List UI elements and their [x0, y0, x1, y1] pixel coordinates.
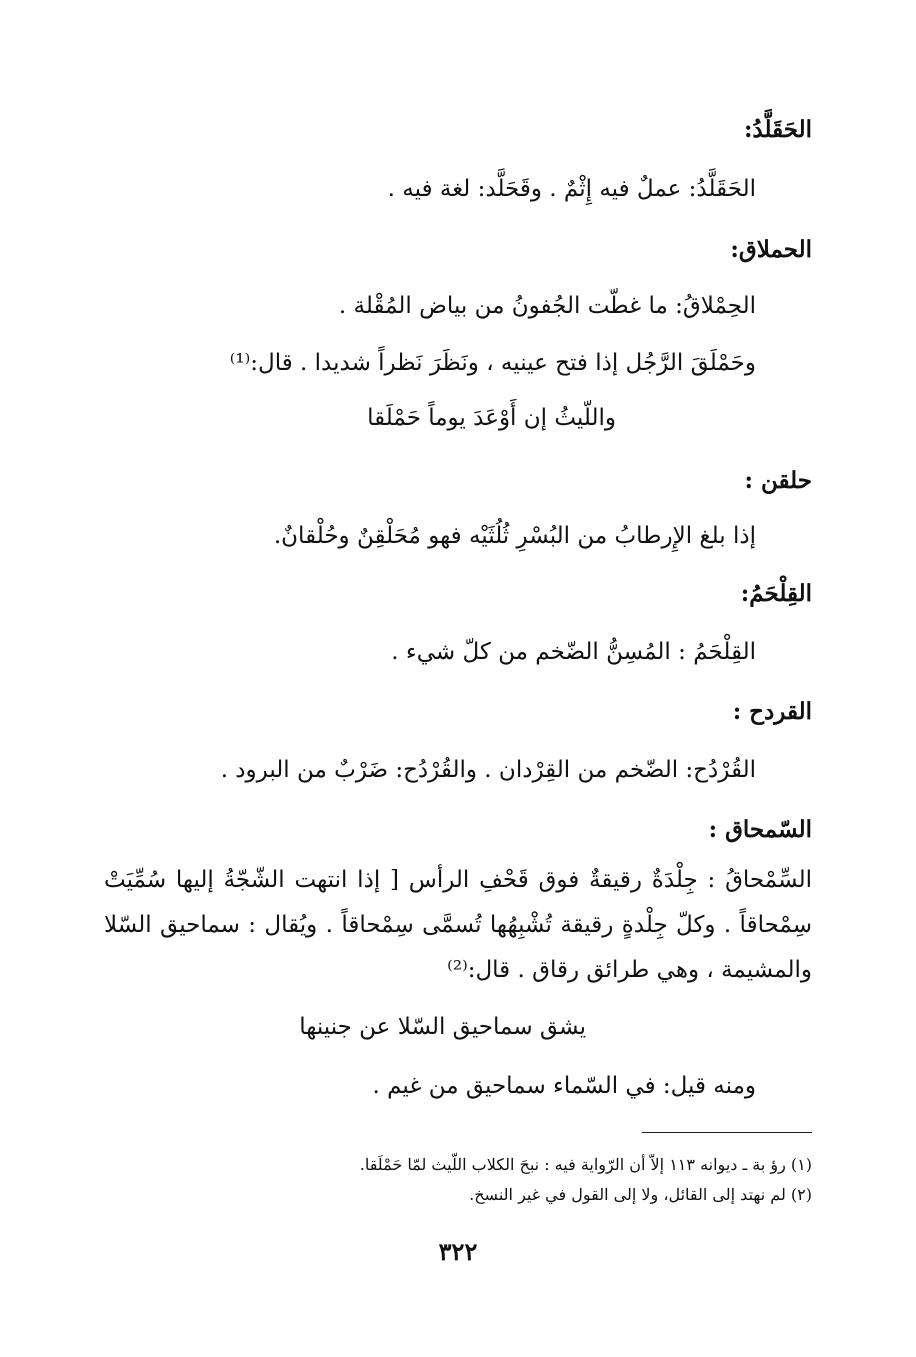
- entry-paragraph: السِّمْحاقُ : جِلْدَةٌ رقيقةٌ فوق قَحْفِ الرأس [ إذا انتهت الشّجّةُ إليها سُمِّيَتْ سِمْحاقاً . وكلّ جِلْدةٍ رقيقة تُشْبِهُها تُسمَّى سِمْحاقاً . ويُقال : سماحيق السّلا والمشيمة ، وهي طرائق رقاق . قال:⁽²⁾: [104, 867, 812, 983]
- poetry-verse: يشق سماحيق السّلا عن جنينها: [299, 1014, 586, 1040]
- entry-definition: الحِمْلاقُ: ما غطّت الجُفونُ من بياض المُقْلة .: [338, 293, 756, 319]
- footnote: (٢) لم نهتد إلى القائل، ولا إلى القول في غير النسخ.: [469, 1185, 812, 1204]
- entry-definition: وحَمْلَقَ الرَّجُل إذا فتح عينيه ، ونَظَرَ نَظراً شديدا . قال:⁽¹⁾: [229, 350, 756, 376]
- entry-heading: الحَقَلَّدُ:: [743, 116, 812, 143]
- poetry-verse: واللّيثُ إن أَوْعَدَ يوماً حَمْلَقا: [367, 405, 616, 431]
- entry-definition: ومنه قيل: في السّماء سماحيق من غيم .: [372, 1073, 756, 1099]
- page-number: ٣٢٢: [438, 1237, 478, 1266]
- footnote: (١) رؤ بة ـ ديوانه ١١٣ إلاّ أن الرّواية فيه : نبحَ الكلاب اللّيث لمّا حَمْلَقا.: [359, 1155, 812, 1174]
- entry-definition: القِلْحَمُ : المُسِنُّ الضّخم من كلّ شيء .: [391, 639, 756, 665]
- entry-definition: القُرْدُح: الضّخم من القِرْدان . والقُرْدُح: ضَرْبٌ من البرود .: [220, 757, 756, 783]
- entry-heading: الحملاق:: [730, 236, 812, 263]
- entry-heading: القِلْحَمُ:: [740, 580, 812, 607]
- entry-definition: إذا بلغ الإِرطابُ من البُسْرِ ثُلُثَيْه فهو مُحَلْقِنٌ وحُلْقانٌ.: [273, 523, 756, 549]
- entry-heading: حلقن :: [744, 467, 812, 494]
- entry-heading: السّمحاق :: [708, 816, 812, 843]
- footnote-separator: [642, 1132, 812, 1133]
- entry-definition: الحَقَلَّدُ: عملٌ فيه إِثْمٌ . وقَحَلَّد: لغة فيه .: [387, 176, 756, 202]
- entry-heading: القردح :: [732, 698, 812, 725]
